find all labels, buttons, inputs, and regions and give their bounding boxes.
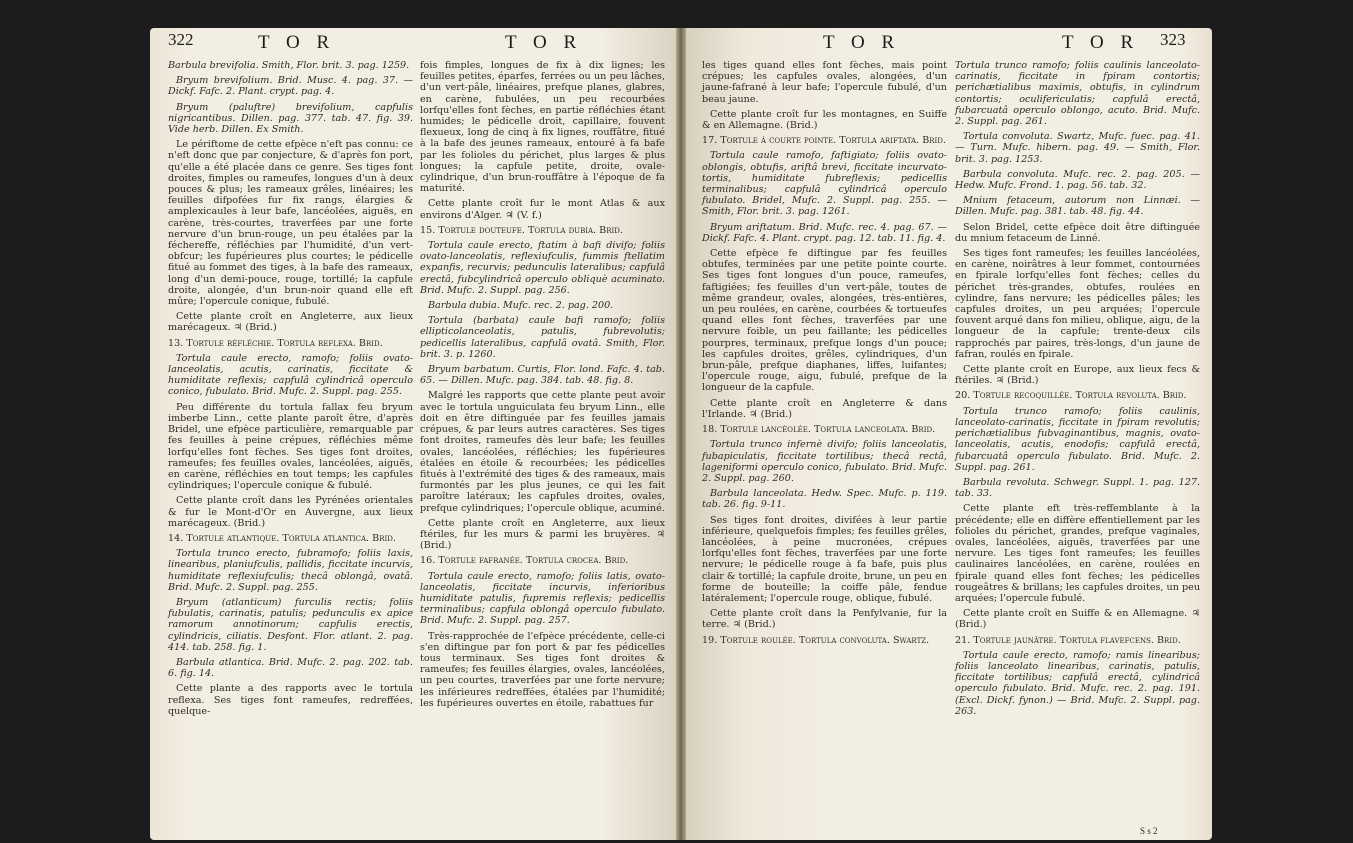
text-paragraph: Tortula caule erecto, ramofo; foliis latis, ovato-lanceolatis, ficcitate incurvis, inferioribus humiditate patulis, fupremis reflexis; pedicellis terminalibus; capfula oblongâ operculo fubulato. Brid. Mufc. 2. Suppl. pag. 257. <box>420 570 665 627</box>
text-paragraph: Très-rapprochée de l'efpèce précédente, celle-ci s'en diftingue par fon port & par fes pédicelles tous terminaux. Ses tiges font droites & rameufes; fes feuilles élargies, ovales, lancéolées, un peu courtes, traverfées par une forte nervure; les inférieures redreffées, étalées par l'humidité; les fupérieures ouvertes en étoile, rabattues fur <box>420 630 665 709</box>
signature-mark: S s 2 <box>1140 826 1158 836</box>
text-paragraph: 20. Tortule recoquillée. Tortula revoluta. Brid. <box>955 390 1187 402</box>
text-paragraph: Cette plante croît fur le mont Atlas & aux environs d'Alger. ♃ (V. f.) <box>420 198 665 221</box>
text-paragraph: Bryum brevifolium. Brid. Musc. 4. pag. 37. — Dickf. Fafc. 2. Plant. crypt. pag. 4. <box>168 75 413 98</box>
text-paragraph: Bryum (atlanticum) furculis rectis; foliis fubulatis, carinatis, patulis; pedunculis ex apice ramorum annotinorum; capfulis erectis, cylindricis, ciliatis. Desfont. Flor. atlant. 2. pag. 414. tab. 258. fig. 1. <box>168 596 413 653</box>
text-paragraph: Cette plante croît dans les Pyrénées orientales & fur le Mont-d'Or en Auvergne, aux lieux marécageux. (Brid.) <box>168 495 413 529</box>
text-paragraph: Tortula (barbata) caule bafi ramofo; foliis ellipticolanceolatis, patulis, fubrevolutis; pedicellis lateralibus, capfulâ ovatâ. Smith, Flor. brit. 3. p. 1260. <box>420 315 665 360</box>
text-paragraph: Bryum barbatum. Curtis, Flor. lond. Fafc. 4. tab. 65. — Dillen. Mufc. pag. 384. tab. 48. fig. 8. <box>420 364 665 387</box>
text-paragraph: Mnium fetaceum, autorum non Linnæi. — Dillen. Mufc. pag. 381. tab. 48. fig. 44. <box>955 195 1200 218</box>
left-page-column-1 <box>168 60 413 721</box>
text-paragraph: Tortula caule ramofo, faftigiato; foliis ovato-oblongis, obtufis, ariftâ brevi, ficcitate incurvato-tortis, humiditate fubreflexis; pedicellis terminalibus; capfulâ cylindricâ operculo fubulato. Bridel, Mufc. 2. Suppl. pag. 255. — Smith, Flor. brit. 3. pag. 1261. <box>702 150 947 218</box>
text-paragraph: Barbula lanceolata. Hedw. Spec. Mufc. p. 119. tab. 26. fig. 9-11. <box>702 488 947 511</box>
text-paragraph: Barbula atlantica. Brid. Mufc. 2. pag. 202. tab. 6. fig. 14. <box>168 656 413 680</box>
text-paragraph: 21. Tortule jaunâtre. Tortula flavefcens. Brid. <box>955 634 1181 646</box>
text-paragraph: Tortula caule erecto, ramofo; ramis linearibus; foliis lanceolato linearibus, carinatis, patulis, ficcitate tortilibus; capfulâ erectâ, cylindricâ operculo fubulato. Brid. Mufc. rec. 2. pag. 191. (Excl. Dickf. fynon.) — Brid. Mufc. 2. Suppl. pag. 263. <box>955 649 1200 717</box>
running-head-left-col1: T O R <box>258 32 336 53</box>
text-paragraph: fois fimples, longues de fix à dix lignes; les feuilles petites, éparfes, ferrées ou un peu lâches, d'un vert-pâle, linéaires, prefque planes, glabres, en carène, fubulées, un peu recourbées lorfqu'elles font fèches, en partie réfléchies étant humides; le pédicelle droit, capillaire, fouvent flexueux, long de cinq à fix lignes, rouffâtre, fitué à la bafe des jeunes rameaux, entouré à fa bafe par les folioles du périchet, plus larges & plus longues; la capfule petite, droite, ovale-cylindrique, d'un brun-rouffâtre à l'époque de fa maturité. <box>420 60 665 195</box>
text-paragraph: Cette plante eft très-reffemblante à la précédente; elle en diffère effentiellement par les folioles du périchet, grandes, prefque vaginales, ovales, lancéolées, aiguës, traverfées par une nervure. Les tiges font rameufes; les feuilles caulinaires lancéolées, en carène, roulées en fpirale quand elles font fèches; les pédicelles rougeâtres & brillans; les capfules droites, un peu arquées; l'opercule fubulé. <box>955 503 1200 604</box>
text-paragraph: Cette plante croît dans la Penfylvanie, fur la terre. ♃ (Brid.) <box>702 608 947 631</box>
text-paragraph: Tortula trunco infernè divifo; foliis lanceolatis, fubapiculatis, ficcitate tortilibus; thecâ rectâ, lageniformi operculo conico, fubulato. Brid. Mufc. 2. Suppl. pag. 260. <box>702 439 947 484</box>
text-paragraph: Cette plante croît en Angleterre, aux lieux ftériles, fur les murs & parmi les bruyères. ♃ (Brid.) <box>420 517 665 552</box>
text-paragraph: Barbula dubia. Mufc. rec. 2. pag. 200. <box>428 300 614 312</box>
running-head-right-col2: T O R <box>1062 32 1140 53</box>
running-head-right-col1: T O R <box>823 32 901 53</box>
text-paragraph: Bryum (paluftre) brevifolium, capfulis nigricantibus. Dillen. pag. 377. tab. 47. fig. 39. Vide herb. Dillen. Ex Smith. <box>168 101 413 136</box>
right-page-column-2 <box>955 60 1200 721</box>
text-paragraph: Barbula revoluta. Schwegr. Suppl. 1. pag. 127. tab. 33. <box>955 476 1200 500</box>
text-paragraph: 18. Tortule lancéolée. Tortula lanceolata. Brid. <box>702 424 936 436</box>
text-paragraph: Tortula caule erecto, ftatim à bafi divifo; foliis ovato-lanceolatis, reflexiufculis, fummis ftellatim expanfis, recurvis; pedunculis lateralibus; capfulâ erectâ, fubcylindricâ operculo obliquè acuminato. Brid. Mufc. 2. Suppl. pag. 256. <box>420 240 665 296</box>
running-head-left-col2: T O R <box>505 32 583 53</box>
left-page-column-2 <box>420 60 665 713</box>
text-paragraph: Cette plante croît fur les montagnes, en Suiffe & en Allemagne. (Brid.) <box>702 108 947 132</box>
text-paragraph: Malgré les rapports que cette plante peut avoir avec le tortula unguiculata feu bryum Linn., elle doit en être diftinguée par fes feuilles jamais crépues, & par leurs autres caractères. Ses tiges font droites, rameufes dès leur bafe; les feuilles ovales, lancéolées, réfléchies; les fupérieures étalées en étoile & recourbées; les pédicelles fitués à l'extrémité des tiges & des rameaux, mais furmontés par les plus jeunes, ce qui les fait paroître latéraux; les capfules droites, ovales, prefque cylindriques; l'opercule oblique, acuminé. <box>420 390 665 514</box>
text-paragraph: Barbula brevifolia. Smith, Flor. brit. 3. pag. 1259. <box>168 60 410 71</box>
text-paragraph: Bryum ariftatum. Brid. Mufc. rec. 4. pag. 67. — Dickf. Fafc. 4. Plant. crypt. pag. 12. tab. 11. fig. 4. <box>702 221 947 244</box>
page-number-left: 322 <box>168 30 194 49</box>
text-paragraph: Cette plante croît en Europe, aux lieux fecs & ftériles. ♃ (Brid.) <box>955 364 1200 387</box>
page-number-right: 323 <box>1160 30 1186 49</box>
text-paragraph: 14. Tortule atlantique. Tortula atlantica. Brid. <box>168 532 396 544</box>
right-page-column-1 <box>702 60 947 650</box>
text-paragraph: Tortula caule erecto, ramofo; foliis ovato-lanceolatis, acutis, carinatis, ficcitate & humiditate reflexis; capfulâ cylindricâ operculo conico, fubulato. Brid. Mufc. 2. Suppl. pag. 255. <box>168 352 413 398</box>
text-paragraph: Tortula trunco erecto, fubramofo; foliis laxis, linearibus, planiufculis, pallidis, ficcitate incurvis, humiditate reflexiufculis; thecâ oblongâ, ovatâ. Brid. Mufc. 2. Suppl. pag. 255. <box>168 548 413 593</box>
text-paragraph: les tiges quand elles font fèches, mais point crépues; les capfules ovales, alongées, d'un jaune-fafrané à leur bafe; l'opercule fubulé, d'un beau jaune. <box>702 60 947 105</box>
text-paragraph: Selon Bridel, cette efpèce doit être diftinguée du mnium fetaceum de Linné. <box>955 221 1200 244</box>
text-paragraph: Le périftome de cette efpèce n'eft pas connu: ce n'eft donc que par conjecture, & d'après fon port, qu'elle a été placée dans ce genre. Ses tiges font droites, fimples ou rameufes, longues d'un à deux pouces & plus; les rameaux grêles, linéaires; les feuilles difpofées fur fix rangs, élargies & amplexicaules à leur bafe, lancéolées, aiguës, en carène, très-courtes, traverfées par une forte nervure d'un brun-rouge, un peu étalées par la féchereffe, réfléchies par l'humidité, d'un vert-obfcur; les fupérieures plus courtes; le pédicelle fitué au fommet des tiges, à la bafe des rameaux, long d'un demi-pouce, rouge, tortillé; la capfule droite, alongée, d'un brun-noir quand elle eft mûre; l'opercule conique, fubulé. <box>168 139 413 308</box>
text-paragraph: Ses tiges font rameufes; les feuilles lancéolées, en carène, noirâtres à leur fommet, contournées en fpirale lorfqu'elles font fèches; celles du périchet très-grandes, obtufes, roulées en cylindre, fans nervure; les pédicelles pâles; les capfules droites, un peu arquées; l'opercule fouvent arqué dans fon milieu, oblique, aigu, de la longueur de la capfule; trente-deux cils rapprochés par paires, très-longs, d'un jaune de fafran, roulés en fpirale. <box>955 248 1200 360</box>
text-paragraph: Cette efpèce fe diftingue par fes feuilles obtufes, terminées par une petite pointe courte. Ses tiges font longues d'un pouce, rameufes, faftigiées; fes feuilles d'un vert-pâle, toutes de même grandeur, ovales, alongées, très-entières, un peu roulées, en carène, courbées & tortueufes quand elles font fèches, traverfées par une nervure foible, un peu faillante; les pédicelles pourpres, terminaux, prefque longs d'un pouce; les capfules droites, grêles, cylindriques, d'un brun-pâle, prefque diaphanes, liffes, luifantes; l'opercule rouge, aigu, fubulé, prefque de la longueur de la capfule. <box>702 248 947 394</box>
text-paragraph: Barbula convoluta. Mufc. rec. 2. pag. 205. — Hedw. Mufc. Frond. 1. pag. 56. tab. 32. <box>955 168 1200 192</box>
book-gutter <box>676 28 686 840</box>
text-paragraph: Ses tiges font droites, divifées à leur partie inférieure, quelquefois fimples; fes feuilles grêles, lancéolées, à peine mucronées, crépues lorfqu'elles font fèches, traverfées par une forte nervure; le pédicelle rouge à fa bafe, puis plus clair & tortillé; la capfule droite, brune, un peu en forme de bouteille; la coiffe pâle, fendue latéralement; l'opercule rouge, oblique, fubulé. <box>702 514 947 604</box>
text-paragraph: Tortula trunco ramofo; foliis caulinis lanceolato-carinatis, ficcitate in fpiram contortis; perichætialibus maximis, obtufis, in cylindrum contortis; oculifericulatis; capfulâ erectâ, fubarcuatâ operculo oblongo, acuto. Brid. Mufc. 2. Suppl. pag. 261. <box>955 60 1200 128</box>
text-paragraph: Cette plante croît en Angleterre, aux lieux marécageux. ♃ (Brid.) <box>168 311 413 334</box>
text-paragraph: Peu différente du tortula fallax feu bryum imberbe Linn., cette plante paroît être, d'après Bridel, une efpèce particulière, remarquable par fes feuilles à peine crépues, réfléchies même lorfqu'elles font fèches. Ses tiges font droites, rameufes; fes feuilles ovales, lancéolées, aiguës, en carène, réfléchies en tout temps; les capfules cylindriques; l'opercule conique & fubulé. <box>168 401 413 492</box>
text-paragraph: 17. Tortule à courte pointe. Tortula ariftata. Brid. <box>702 135 946 147</box>
text-paragraph: 19. Tortule roulée. Tortula convoluta. Swartz. <box>702 634 930 646</box>
text-paragraph: Cette plante croît en Angleterre & dans l'Irlande. ♃ (Brid.) <box>702 397 947 420</box>
text-paragraph: 13. Tortule réfléchie. Tortula reflexa. Brid. <box>168 337 383 349</box>
text-paragraph: Tortula convoluta. Swartz, Mufc. fuec. pag. 41. — Turn. Mufc. hibern. pag. 49. — Smith, Flor. brit. 3. pag. 1253. <box>955 131 1200 165</box>
text-paragraph: 16. Tortule fafranée. Tortula crocea. Brid. <box>420 555 629 567</box>
text-paragraph: Cette plante croît en Suiffe & en Allemagne. ♃ (Brid.) <box>955 608 1200 631</box>
text-paragraph: 15. Tortule douteufe. Tortula dubia. Brid. <box>420 224 623 236</box>
text-paragraph: Tortula trunco ramofo; foliis caulinis, lanceolato-carinatis, ficcitate in fpiram revolutis; perichætialibus fubvaginantibus, magnis, ovato-lanceolatis, acutis, enodofis; capfulâ erectâ, fubarcuatâ operculo fubulato. Brid. Mufc. 2. Suppl. pag. 261. <box>955 405 1200 473</box>
text-paragraph: Cette plante a des rapports avec le tortula reflexa. Ses tiges font rameufes, redreffées, quelque- <box>168 683 413 717</box>
